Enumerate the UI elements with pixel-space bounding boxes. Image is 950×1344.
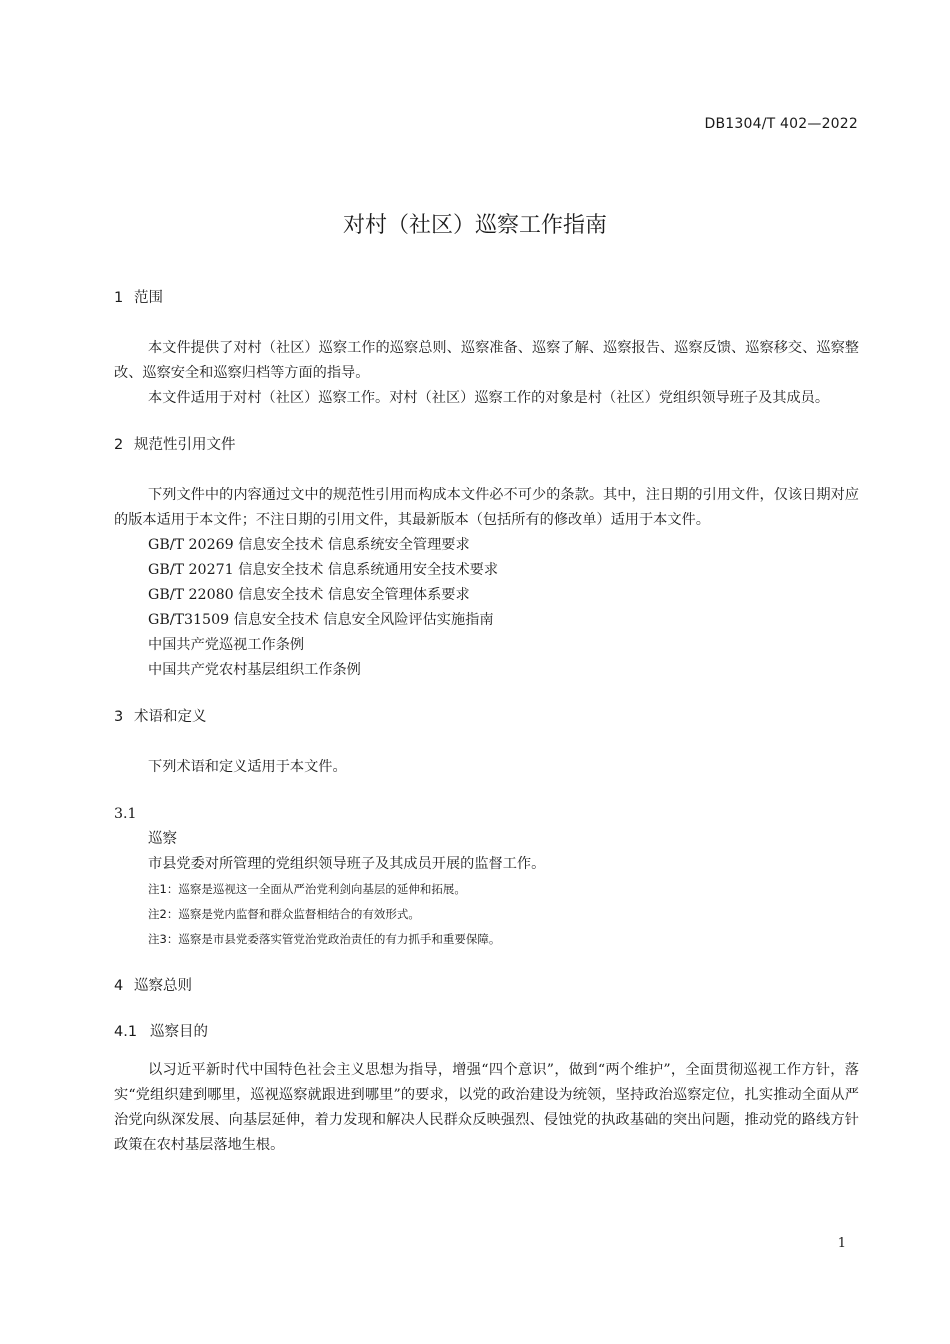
document-body (114, 286, 859, 1158)
reference-item: GB/T 20271 信息安全技术 信息系统通用安全技术要求 (148, 562, 499, 578)
section-number: 4 (114, 978, 124, 994)
reference-item: GB/T 22080 信息安全技术 信息安全管理体系要求 (148, 587, 470, 603)
reference-item: 中国共产党巡视工作条例 (148, 637, 305, 653)
page-number: 1 (837, 1236, 846, 1251)
paragraph: 本文件提供了对村（社区）巡察工作的巡察总则、巡察准备、巡察了解、巡察报告、巡察反馈、巡察移交、巡察整改、巡察安全和巡察归档等方面的指导。 (114, 340, 859, 381)
term-definition: 市县党委对所管理的党组织领导班子及其成员开展的监督工作。 (148, 856, 546, 872)
term-note (114, 927, 859, 952)
section-heading-general-principles (114, 974, 859, 998)
section-heading-scope (114, 286, 859, 310)
paragraph: 以习近平新时代中国特色社会主义思想为指导，增强“四个意识”，做到“两个维护”，全面贯彻巡视工作方针，落实“党组织建到哪里，巡视巡察就跟进到哪里”的要求，以党的政治建设为统领，坚持政治巡察定位，扎实推动全面从严治党向纵深发展、向基层延伸，着力发现和解决人民群众反映强烈、侵蚀党的执政基础的突出问题，推动党的路线方针政策在农村基层落地生根。 (114, 1062, 859, 1153)
reference-item: GB/T 20269 信息安全技术 信息系统安全管理要求 (148, 537, 470, 553)
paragraph: 下列文件中的内容通过文中的规范性引用而构成本文件必不可少的条款。其中，注日期的引用文件，仅该日期对应的版本适用于本文件；不注日期的引用文件，其最新版本（包括所有的修改单）适用于本文件。 (114, 487, 859, 528)
document-title: 对村（社区）巡察工作指南 (342, 213, 607, 238)
paragraph: 本文件适用于对村（社区）巡察工作。对村（社区）巡察工作的对象是村（社区）党组织领导班子及其成员。 (148, 390, 830, 406)
note-label: 注2： (148, 907, 179, 921)
section-heading-terms (114, 705, 859, 729)
section-heading-normative-references (114, 433, 859, 457)
section-number: 2 (114, 437, 124, 453)
subsection-heading-purpose (114, 1020, 859, 1044)
term-note (114, 877, 859, 902)
paragraph: 下列术语和定义适用于本文件。 (148, 759, 347, 775)
term-note (114, 902, 859, 927)
term-name: 巡察 (148, 831, 177, 847)
subsection-title: 巡察目的 (150, 1024, 208, 1040)
subsection-number: 4.1 (114, 1024, 138, 1040)
section-title: 术语和定义 (134, 709, 207, 725)
reference-item: 中国共产党农村基层组织工作条例 (148, 662, 361, 678)
section-title: 范围 (134, 290, 163, 306)
document-code: DB1304/T 402—2022 (704, 116, 858, 132)
note-text: 巡察是巡视这一全面从严治党利剑向基层的延伸和拓展。 (178, 882, 466, 896)
section-number: 1 (114, 290, 124, 306)
note-label: 注1： (148, 882, 179, 896)
section-title: 规范性引用文件 (134, 437, 236, 453)
note-text: 巡察是党内监督和群众监督相结合的有效形式。 (178, 907, 420, 921)
section-number: 3 (114, 709, 124, 725)
note-text: 巡察是市县党委落实管党治党政治责任的有力抓手和重要保障。 (178, 932, 501, 946)
note-label: 注3： (148, 932, 179, 946)
reference-item: GB/T31509 信息安全技术 信息安全风险评估实施指南 (148, 612, 494, 628)
term-number: 3.1 (114, 806, 137, 822)
section-title: 巡察总则 (134, 978, 192, 994)
